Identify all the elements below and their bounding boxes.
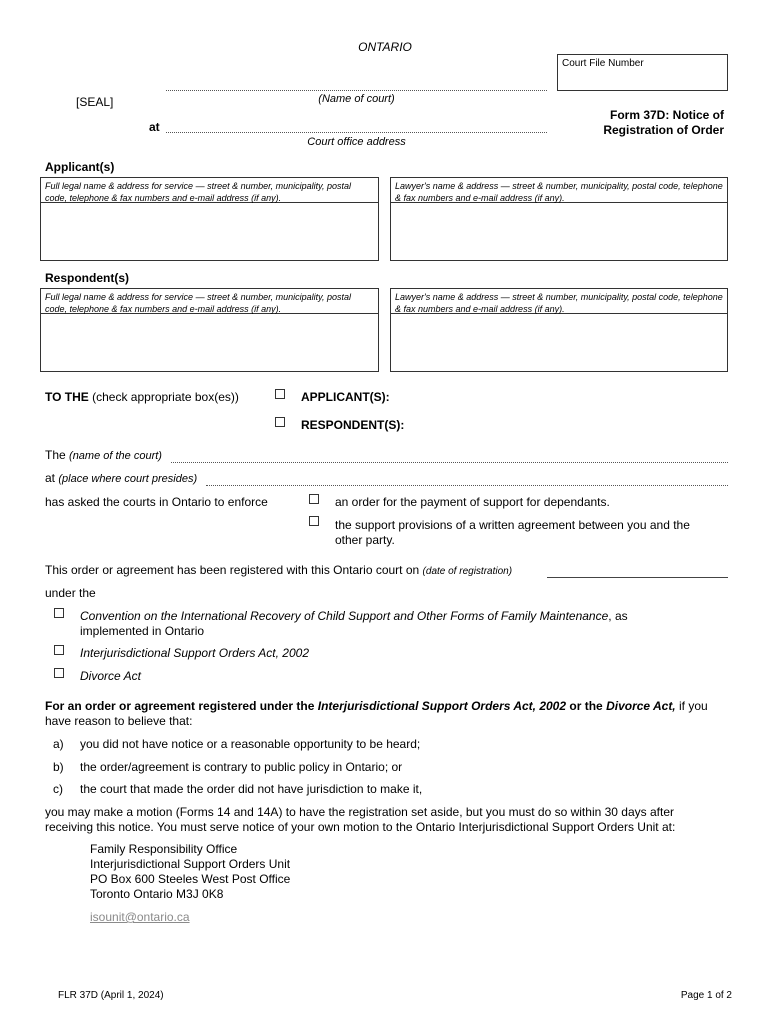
respondent-party-box[interactable] [40,288,379,372]
applicant-party-box[interactable] [40,177,379,261]
at-place-label: at [45,471,56,485]
convention-suffix: , as implemented in Ontario [80,609,628,638]
convention-label [80,609,680,639]
court-office-caption: Court office address [307,136,406,148]
notice-item-letter-c: c) [53,782,63,796]
convention-checkbox[interactable] [54,608,64,618]
notice-item-text-b: the order/agreement is contrary to public policy in Ontario; or [80,760,403,774]
applicant-lawyer-box[interactable] [390,177,728,261]
isoa-checkbox[interactable] [54,645,64,655]
respondent-option-label: RESPONDENT(S): [301,418,405,432]
notice-intro-divorce: Divorce Act, [606,699,676,713]
notice-intro-rest: if you have reason to believe that: [45,699,708,728]
support-order-checkbox[interactable] [309,494,319,504]
isoa-label: Interjurisdictional Support Orders Act, 2002 [80,646,310,660]
registration-text: This order or agreement has been registered with this Ontario court on [45,563,420,577]
court-office-line[interactable] [166,132,547,133]
respondent-lawyer-caption: Lawyer's name & address — street & number, municipality, postal code, telephone & fax numbers and e-mail address (if any). [391,289,727,314]
applicant-party-caption: Full legal name & address for service — street & number, municipality, postal code, telephone & fax numbers and e-mail address (if any). [41,178,378,203]
notice-intro-bold2: or the [569,699,603,713]
applicant-option-label: APPLICANT(S): [301,390,390,404]
address-line3: PO Box 600 Steeles West Post Office [90,872,291,886]
agreement-checkbox[interactable] [309,516,319,526]
fro-address [90,842,290,902]
form-title-line1: Form 37D: Notice of [609,108,724,122]
isou-email-link[interactable]: isounit@ontario.ca [90,910,190,924]
footer-form-id: FLR 37D (April 1, 2024) [58,990,164,1001]
footer-page-number: Page 1 of 2 [680,990,732,1001]
court-place-hint: (place where court presides) [58,473,198,485]
registration-row [45,563,512,577]
court-name-row-label [45,448,162,462]
registration-date-line[interactable] [547,577,728,578]
court-place-input-line[interactable] [206,485,728,486]
respondent-checkbox[interactable] [275,417,285,427]
to-the-bold: TO THE [45,390,89,404]
court-name-line[interactable] [166,90,547,91]
notice-intro [45,699,725,729]
divorce-act-checkbox[interactable] [54,668,64,678]
address-line1: Family Responsibility Office [90,842,238,856]
convention-title: Convention on the International Recovery of Child Support and Other Forms of Family Maintenance [80,609,609,623]
court-place-row-label [45,471,197,485]
notice-item-letter-a: a) [53,737,64,751]
registration-date-hint: (date of registration) [422,566,513,577]
court-name-hint: (name of the court) [69,450,162,462]
form-title [560,108,724,138]
notice-intro-isoa: Interjurisdictional Support Orders Act, 2002 [317,699,567,713]
to-the-instruction: (check appropriate box(es)) [92,390,239,404]
respondent-party-caption: Full legal name & address for service — street & number, municipality, postal code, telephone & fax numbers and e-mail address (if any). [41,289,378,314]
court-name-caption: (Name of court) [318,93,395,105]
applicant-checkbox[interactable] [275,389,285,399]
respondent-lawyer-box[interactable] [390,288,728,372]
notice-item-text-c: the court that made the order did not have jurisdiction to make it, [80,782,423,796]
address-line2: Interjurisdictional Support Orders Unit [90,857,291,871]
motion-text: you may make a motion (Forms 14 and 14A) to have the registration set aside, but you must do so within 30 days after receiving this notice. You must serve notice of your own motion to the Ontario Interjurisdictional Support Orders Unit at: [45,805,676,834]
seal-placeholder: [SEAL] [76,95,114,109]
form-title-line2: Registration of Order [603,123,724,137]
support-order-label: an order for the payment of support for dependants. [335,495,610,509]
jurisdiction-title: ONTARIO [358,40,412,54]
applicants-heading: Applicant(s) [45,160,115,174]
agreement-label: the support provisions of a written agreement between you and the other party. [335,518,690,547]
court-name-input-line[interactable] [171,462,728,463]
notice-item-text-a: you did not have notice or a reasonable opportunity to be heard; [80,737,421,751]
court-file-number-field[interactable] [557,54,728,91]
the-label: The [45,448,66,462]
address-line4: Toronto Ontario M3J 0K8 [90,887,224,901]
to-the-label [45,390,239,404]
under-the-label: under the [45,586,96,600]
applicant-lawyer-caption: Lawyer's name & address — street & number, municipality, postal code, telephone & fax numbers and e-mail address (if any). [391,178,727,203]
divorce-act-label: Divorce Act [80,669,141,683]
at-label: at [149,120,160,134]
court-file-number-label: Court File Number [562,58,644,69]
notice-intro-bold1: For an order or agreement registered under the [45,699,315,713]
respondents-heading: Respondent(s) [45,271,129,285]
enforce-text: has asked the courts in Ontario to enforce [45,495,268,509]
notice-item-letter-b: b) [53,760,64,774]
